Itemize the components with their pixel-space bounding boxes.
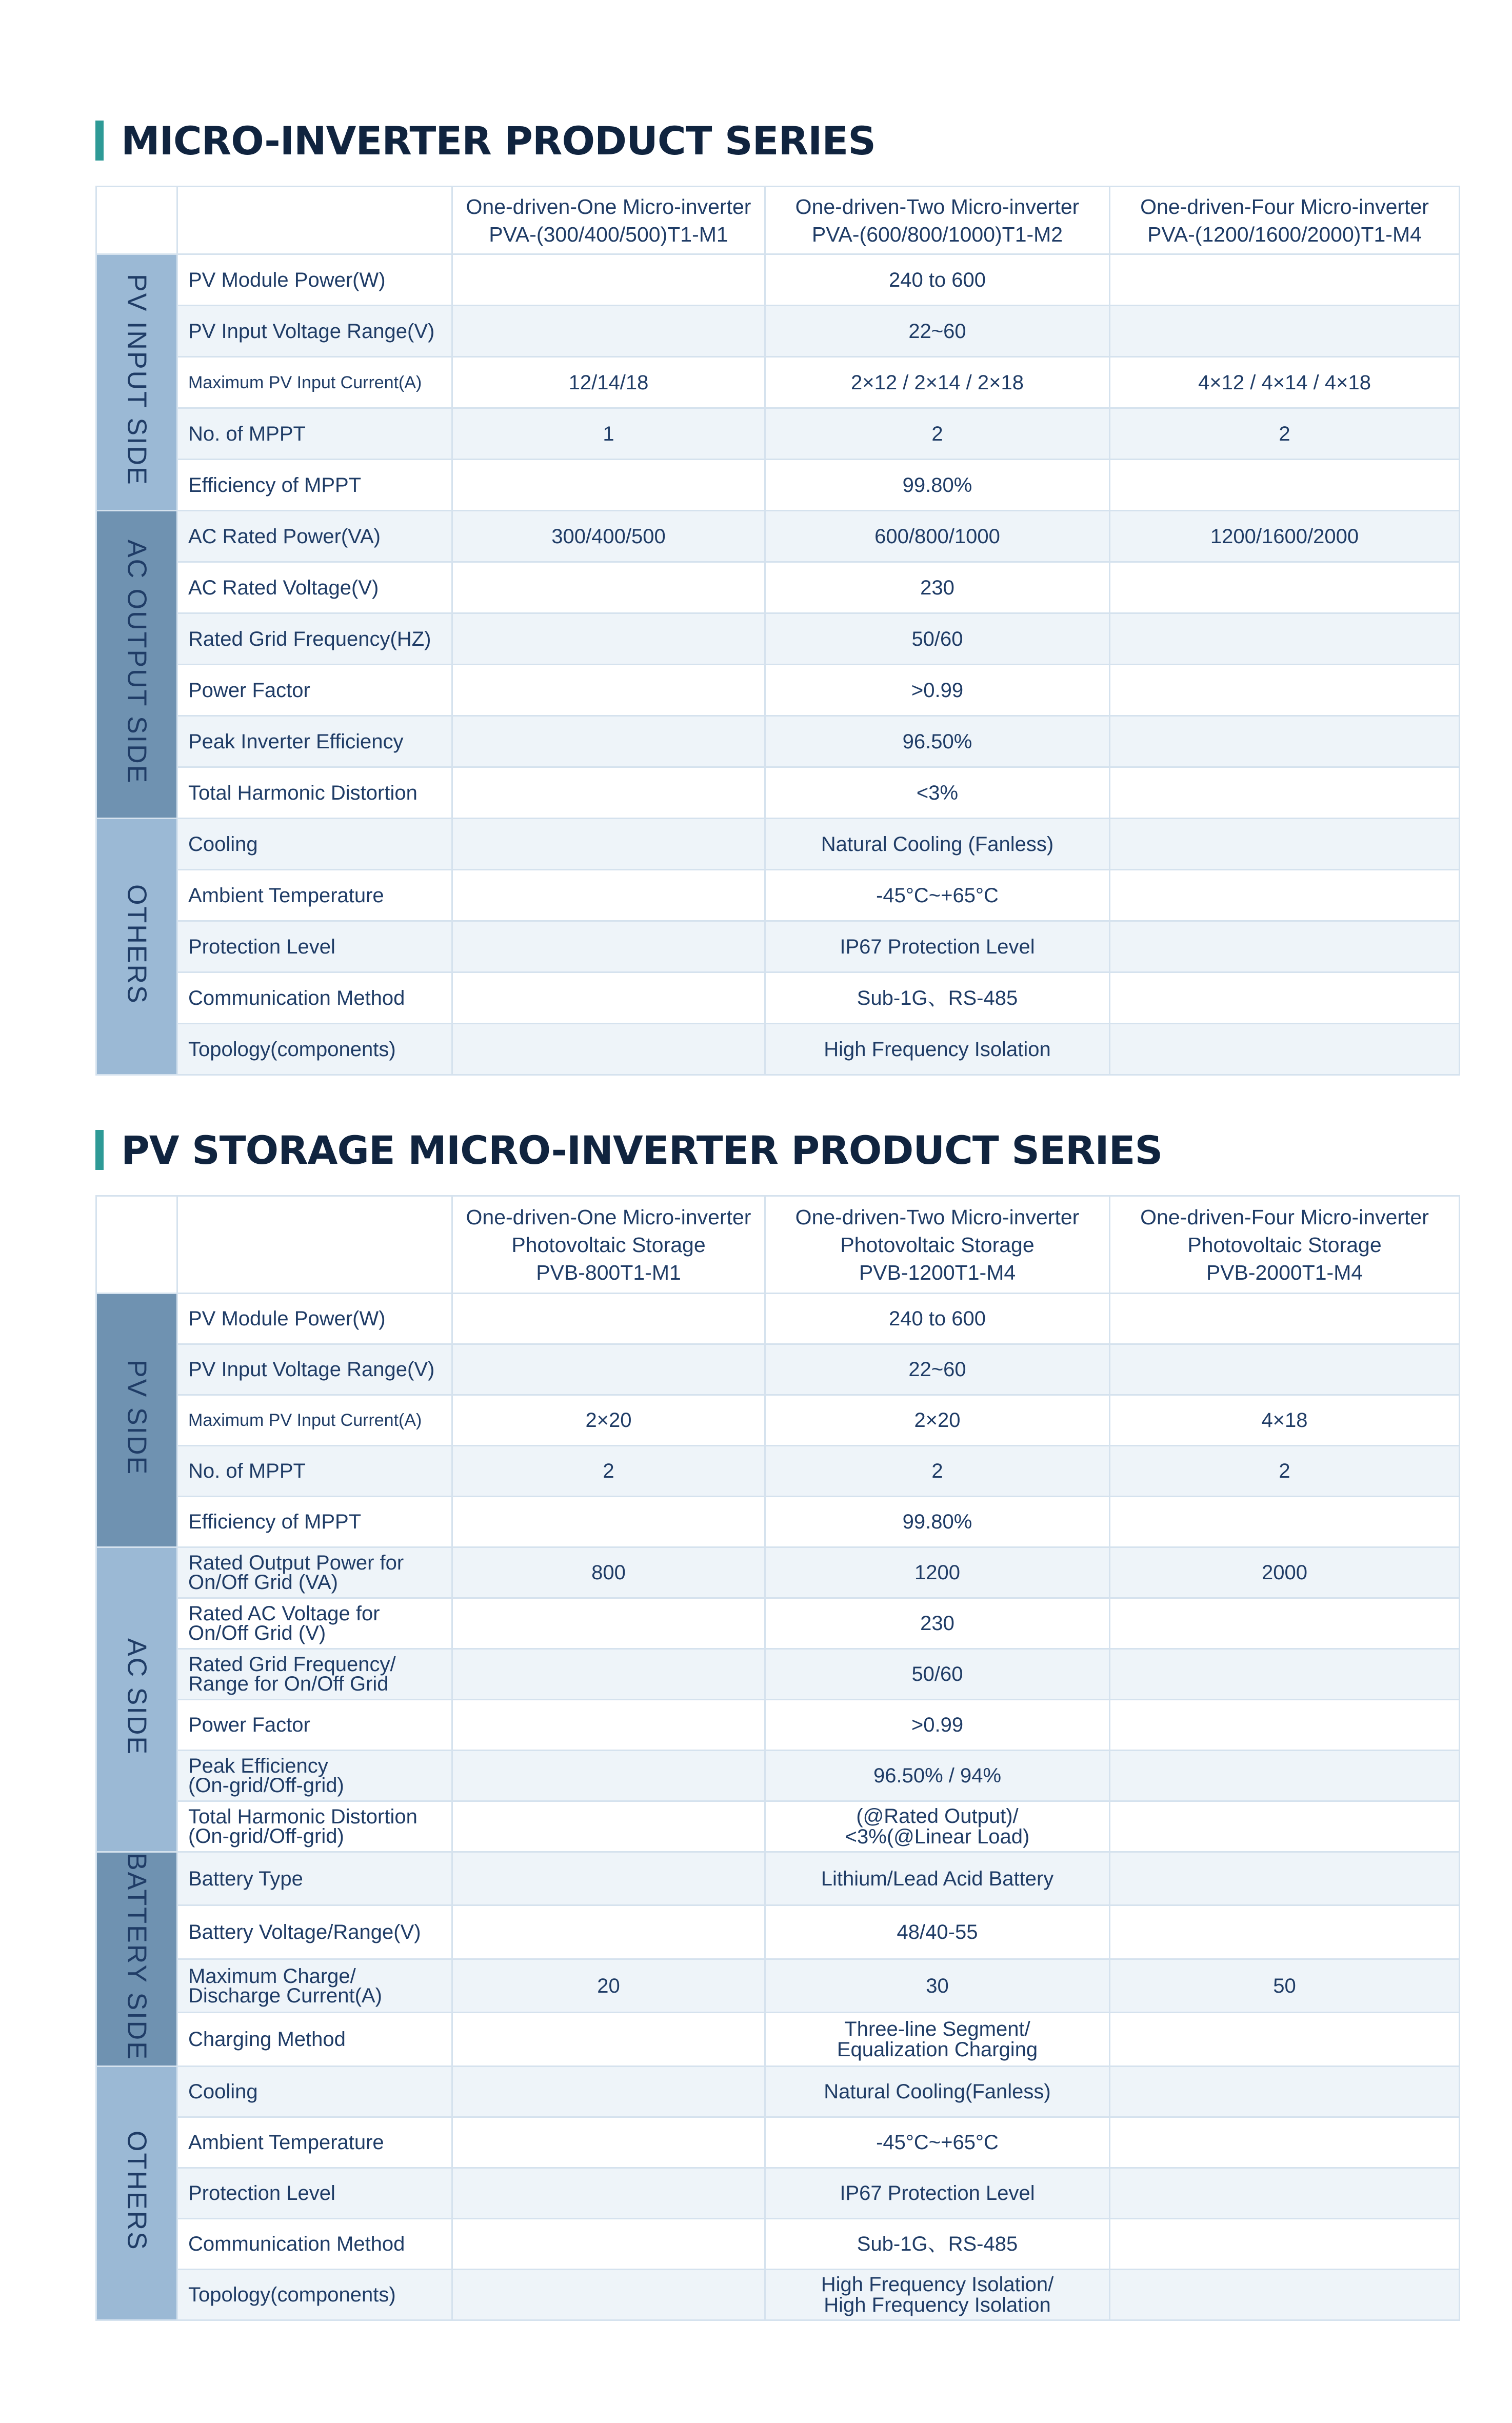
group-label-cell: [96, 819, 177, 1075]
text-line: One-driven-Two Micro-inverter: [795, 1205, 1080, 1229]
header-empty-cell: [96, 1196, 177, 1294]
row-label: Ambient Temperature: [177, 2117, 452, 2168]
model-header-cell: [452, 1196, 765, 1294]
text-line: High Frequency Isolation/: [821, 2273, 1054, 2296]
table-row: [96, 460, 1460, 511]
value-cell: [452, 2013, 765, 2066]
value-cell: [452, 306, 765, 357]
shared-value-cell: Natural Cooling (Fanless): [765, 819, 1110, 870]
header-empty-cell: [177, 187, 452, 254]
section-title-text: MICRO-INVERTER PRODUCT SERIES: [121, 117, 876, 164]
row-label: Battery Voltage/Range(V): [177, 1905, 452, 1959]
group-label-cell: [96, 254, 177, 511]
value-cell: [1110, 921, 1460, 972]
value-cell: [452, 1344, 765, 1395]
shared-value-cell: [765, 2269, 1110, 2320]
shared-value-cell: >0.99: [765, 665, 1110, 716]
value-cell: [1110, 2066, 1460, 2117]
value-cell: [452, 767, 765, 819]
text-line: Total Harmonic Distortion: [188, 1805, 417, 1828]
value-cell: 2: [765, 408, 1110, 460]
group-label-cell: [96, 2066, 177, 2320]
text-line: One-driven-One Micro-inverter: [466, 194, 751, 219]
text-line: Photovoltaic Storage: [1187, 1233, 1382, 1257]
value-cell: 2000: [1110, 1547, 1460, 1598]
row-label: Protection Level: [177, 921, 452, 972]
row-label: PV Input Voltage Range(V): [177, 306, 452, 357]
row-label: Cooling: [177, 2066, 452, 2117]
value-cell: [1110, 1751, 1460, 1801]
shared-value-cell: High Frequency Isolation: [765, 1024, 1110, 1075]
shared-value-cell: 99.80%: [765, 1497, 1110, 1547]
group-label-text: OTHERS: [122, 884, 152, 1005]
value-cell: [1110, 2269, 1460, 2320]
value-cell: 2: [452, 1446, 765, 1497]
table-row: [96, 1446, 1460, 1497]
value-cell: [1110, 2013, 1460, 2066]
value-cell: 2×20: [452, 1395, 765, 1446]
shared-value-cell: IP67 Protection Level: [765, 2168, 1110, 2218]
value-cell: [1110, 1294, 1460, 1344]
text-line: On/Off Grid (VA): [188, 1571, 338, 1594]
value-cell: [1110, 306, 1460, 357]
value-cell: [1110, 665, 1460, 716]
value-cell: [1110, 767, 1460, 819]
text-line: PVA-(600/800/1000)T1-M2: [811, 222, 1063, 246]
row-label: Communication Method: [177, 972, 452, 1024]
text-line: PVA-(1200/1600/2000)T1-M4: [1147, 222, 1422, 246]
row-label: [177, 1598, 452, 1649]
shared-value-cell: 22~60: [765, 306, 1110, 357]
text-line: One-driven-Two Micro-inverter: [795, 194, 1080, 219]
shared-value-cell: <3%: [765, 767, 1110, 819]
header-empty-cell: [96, 187, 177, 254]
model-header-cell: [452, 187, 765, 254]
table-row: [96, 819, 1460, 870]
value-cell: 1: [452, 408, 765, 460]
value-cell: 30: [765, 1959, 1110, 2012]
value-cell: [1110, 972, 1460, 1024]
row-label: AC Rated Power(VA): [177, 511, 452, 562]
text-line: <3%(@Linear Load): [845, 1825, 1030, 1848]
value-cell: 300/400/500: [452, 511, 765, 562]
table-row: [96, 357, 1460, 408]
table-row: [96, 972, 1460, 1024]
group-label-text: PV INPUT SIDE: [122, 274, 152, 486]
text-line: One-driven-Four Micro-inverter: [1140, 1205, 1429, 1229]
row-label: Power Factor: [177, 1700, 452, 1751]
text-line: High Frequency Isolation: [824, 2293, 1051, 2316]
value-cell: [452, 2218, 765, 2269]
value-cell: [452, 1024, 765, 1075]
value-cell: [452, 2066, 765, 2117]
value-cell: [452, 2117, 765, 2168]
shared-value-cell: 230: [765, 562, 1110, 613]
row-label: AC Rated Voltage(V): [177, 562, 452, 613]
table-header-row: [96, 1196, 1460, 1294]
text-line: Rated AC Voltage for: [188, 1602, 380, 1625]
value-cell: [1110, 870, 1460, 921]
value-cell: [452, 921, 765, 972]
value-cell: [452, 1700, 765, 1751]
row-label: Charging Method: [177, 2013, 452, 2066]
shared-value-cell: 240 to 600: [765, 254, 1110, 306]
table-row: [96, 511, 1460, 562]
value-cell: [452, 613, 765, 665]
section-title-micro-inverter: [95, 116, 876, 165]
value-cell: [452, 1598, 765, 1649]
text-line: Range for On/Off Grid: [188, 1673, 389, 1695]
micro-inverter-spec-table: [95, 186, 1460, 1076]
value-cell: [452, 2168, 765, 2218]
row-label: Ambient Temperature: [177, 870, 452, 921]
table-row: [96, 1649, 1460, 1700]
row-label: Communication Method: [177, 2218, 452, 2269]
value-cell: [452, 1497, 765, 1547]
text-line: Three-line Segment/: [844, 2018, 1030, 2041]
value-cell: 1200/1600/2000: [1110, 511, 1460, 562]
group-label-cell: [96, 1852, 177, 2067]
table-row: [96, 2269, 1460, 2320]
value-cell: [452, 1801, 765, 1852]
value-cell: [1110, 2168, 1460, 2218]
value-cell: [1110, 1598, 1460, 1649]
value-cell: 4×12 / 4×14 / 4×18: [1110, 357, 1460, 408]
value-cell: [452, 972, 765, 1024]
shared-value-cell: 48/40-55: [765, 1905, 1110, 1959]
shared-value-cell: 50/60: [765, 1649, 1110, 1700]
value-cell: [452, 870, 765, 921]
table-row: [96, 2168, 1460, 2218]
text-line: Photovoltaic Storage: [840, 1233, 1034, 1257]
value-cell: [452, 562, 765, 613]
value-cell: [452, 716, 765, 767]
table-row: [96, 562, 1460, 613]
table-row: [96, 716, 1460, 767]
value-cell: 2: [1110, 408, 1460, 460]
shared-value-cell: [765, 1801, 1110, 1852]
section-title-pv-storage: [95, 1125, 1162, 1175]
group-label-cell: [96, 511, 177, 819]
value-cell: [1110, 716, 1460, 767]
value-cell: [452, 2269, 765, 2320]
row-label: Efficiency of MPPT: [177, 1497, 452, 1547]
table-row: [96, 665, 1460, 716]
value-cell: [452, 460, 765, 511]
shared-value-cell: [765, 2013, 1110, 2066]
text-line: Rated Output Power for: [188, 1552, 404, 1574]
row-label: Power Factor: [177, 665, 452, 716]
row-label: Topology(components): [177, 1024, 452, 1075]
shared-value-cell: -45°C~+65°C: [765, 870, 1110, 921]
table-row: [96, 254, 1460, 306]
table-row: [96, 1294, 1460, 1344]
table-row: [96, 1497, 1460, 1547]
value-cell: [1110, 1852, 1460, 1905]
table-row: [96, 1852, 1460, 1905]
value-cell: 4×18: [1110, 1395, 1460, 1446]
group-label-text: AC OUTPUT SIDE: [122, 540, 152, 785]
value-cell: 600/800/1000: [765, 511, 1110, 562]
row-label: Maximum PV Input Current(A): [177, 357, 452, 408]
text-line: (On-grid/Off-grid): [188, 1825, 344, 1848]
row-label: [177, 1649, 452, 1700]
model-header-cell: [765, 187, 1110, 254]
shared-value-cell: IP67 Protection Level: [765, 921, 1110, 972]
row-label: Protection Level: [177, 2168, 452, 2218]
text-line: PVB-800T1-M1: [536, 1260, 681, 1284]
value-cell: 800: [452, 1547, 765, 1598]
table-row: [96, 408, 1460, 460]
group-label-text: AC SIDE: [122, 1638, 152, 1756]
row-label: Total Harmonic Distortion: [177, 767, 452, 819]
table-row: [96, 2013, 1460, 2066]
value-cell: [452, 1294, 765, 1344]
value-cell: [1110, 1801, 1460, 1852]
value-cell: [452, 665, 765, 716]
group-label-cell: [96, 1294, 177, 1547]
value-cell: [452, 1751, 765, 1801]
shared-value-cell: Sub-1G、RS-485: [765, 972, 1110, 1024]
shared-value-cell: 240 to 600: [765, 1294, 1110, 1344]
text-line: Rated Grid Frequency/: [188, 1653, 396, 1676]
value-cell: [1110, 1700, 1460, 1751]
shared-value-cell: 50/60: [765, 613, 1110, 665]
table-row: [96, 1700, 1460, 1751]
value-cell: [1110, 1649, 1460, 1700]
table-row: [96, 1751, 1460, 1801]
text-line: Photovoltaic Storage: [511, 1233, 706, 1257]
value-cell: 1200: [765, 1547, 1110, 1598]
row-label: No. of MPPT: [177, 1446, 452, 1497]
value-cell: [452, 254, 765, 306]
text-line: On/Off Grid (V): [188, 1622, 326, 1644]
row-label: [177, 1751, 452, 1801]
table-header-row: [96, 187, 1460, 254]
value-cell: [452, 1905, 765, 1959]
group-label-text: OTHERS: [122, 2131, 152, 2251]
table-row: [96, 1801, 1460, 1852]
table-row: [96, 1598, 1460, 1649]
model-header-cell: [765, 1196, 1110, 1294]
table-row: [96, 613, 1460, 665]
table-row: [96, 1905, 1460, 1959]
value-cell: [1110, 613, 1460, 665]
table-row: [96, 2066, 1460, 2117]
value-cell: [1110, 1497, 1460, 1547]
text-line: Equalization Charging: [837, 2038, 1038, 2061]
shared-value-cell: Sub-1G、RS-485: [765, 2218, 1110, 2269]
value-cell: [452, 1852, 765, 1905]
value-cell: 50: [1110, 1959, 1460, 2012]
section-title-text: PV STORAGE MICRO-INVERTER PRODUCT SERIES: [121, 1127, 1163, 1173]
text-line: Peak Efficiency: [188, 1755, 328, 1777]
table-row: [96, 2117, 1460, 2168]
text-line: (On-grid/Off-grid): [188, 1774, 344, 1797]
row-label: Rated Grid Frequency(HZ): [177, 613, 452, 665]
group-label-text: BATTERY SIDE: [122, 1853, 152, 2061]
text-line: Discharge Current(A): [188, 1984, 382, 2007]
text-line: One-driven-Four Micro-inverter: [1140, 194, 1429, 219]
value-cell: [1110, 2117, 1460, 2168]
text-line: PVB-2000T1-M4: [1206, 1260, 1363, 1284]
table-row: [96, 1344, 1460, 1395]
value-cell: [452, 1649, 765, 1700]
value-cell: [1110, 2218, 1460, 2269]
value-cell: [1110, 562, 1460, 613]
value-cell: [1110, 1905, 1460, 1959]
row-label: Topology(components): [177, 2269, 452, 2320]
table-row: [96, 870, 1460, 921]
table-row: [96, 2218, 1460, 2269]
row-label: [177, 1959, 452, 2012]
text-line: Maximum Charge/: [188, 1964, 356, 1988]
table-row: [96, 306, 1460, 357]
value-cell: 12/14/18: [452, 357, 765, 408]
table-row: [96, 767, 1460, 819]
row-label: PV Module Power(W): [177, 254, 452, 306]
shared-value-cell: Lithium/Lead Acid Battery: [765, 1852, 1110, 1905]
title-accent-bar: [95, 121, 104, 161]
value-cell: [452, 819, 765, 870]
shared-value-cell: 22~60: [765, 1344, 1110, 1395]
row-label: Maximum PV Input Current(A): [177, 1395, 452, 1446]
text-line: One-driven-One Micro-inverter: [466, 1205, 751, 1229]
row-label: [177, 1547, 452, 1598]
pv-storage-spec-table: [95, 1195, 1460, 2321]
value-cell: 2: [765, 1446, 1110, 1497]
row-label: [177, 1801, 452, 1852]
value-cell: 20: [452, 1959, 765, 2012]
value-cell: [1110, 460, 1460, 511]
text-line: PVA-(300/400/500)T1-M1: [489, 222, 728, 246]
value-cell: [1110, 254, 1460, 306]
value-cell: 2×12 / 2×14 / 2×18: [765, 357, 1110, 408]
text-line: PVB-1200T1-M4: [859, 1260, 1016, 1284]
row-label: Battery Type: [177, 1852, 452, 1905]
table-row: [96, 921, 1460, 972]
header-empty-cell: [177, 1196, 452, 1294]
table-row: [96, 1547, 1460, 1598]
value-cell: 2: [1110, 1446, 1460, 1497]
shared-value-cell: 96.50%: [765, 716, 1110, 767]
model-header-cell: [1110, 1196, 1460, 1294]
shared-value-cell: -45°C~+65°C: [765, 2117, 1110, 2168]
value-cell: [1110, 1024, 1460, 1075]
shared-value-cell: Natural Cooling(Fanless): [765, 2066, 1110, 2117]
table-row: [96, 1024, 1460, 1075]
table-row: [96, 1959, 1460, 2012]
group-label-text: PV SIDE: [122, 1360, 152, 1476]
model-header-cell: [1110, 187, 1460, 254]
shared-value-cell: 99.80%: [765, 460, 1110, 511]
shared-value-cell: 230: [765, 1598, 1110, 1649]
shared-value-cell: 96.50% / 94%: [765, 1751, 1110, 1801]
value-cell: [1110, 1344, 1460, 1395]
value-cell: [1110, 819, 1460, 870]
text-line: (@Rated Output)/: [856, 1805, 1019, 1828]
row-label: Cooling: [177, 819, 452, 870]
group-label-cell: [96, 1547, 177, 1852]
row-label: Efficiency of MPPT: [177, 460, 452, 511]
title-accent-bar: [95, 1130, 104, 1170]
table-row: [96, 1395, 1460, 1446]
row-label: No. of MPPT: [177, 408, 452, 460]
shared-value-cell: >0.99: [765, 1700, 1110, 1751]
value-cell: 2×20: [765, 1395, 1110, 1446]
row-label: Peak Inverter Efficiency: [177, 716, 452, 767]
row-label: PV Input Voltage Range(V): [177, 1344, 452, 1395]
row-label: PV Module Power(W): [177, 1294, 452, 1344]
